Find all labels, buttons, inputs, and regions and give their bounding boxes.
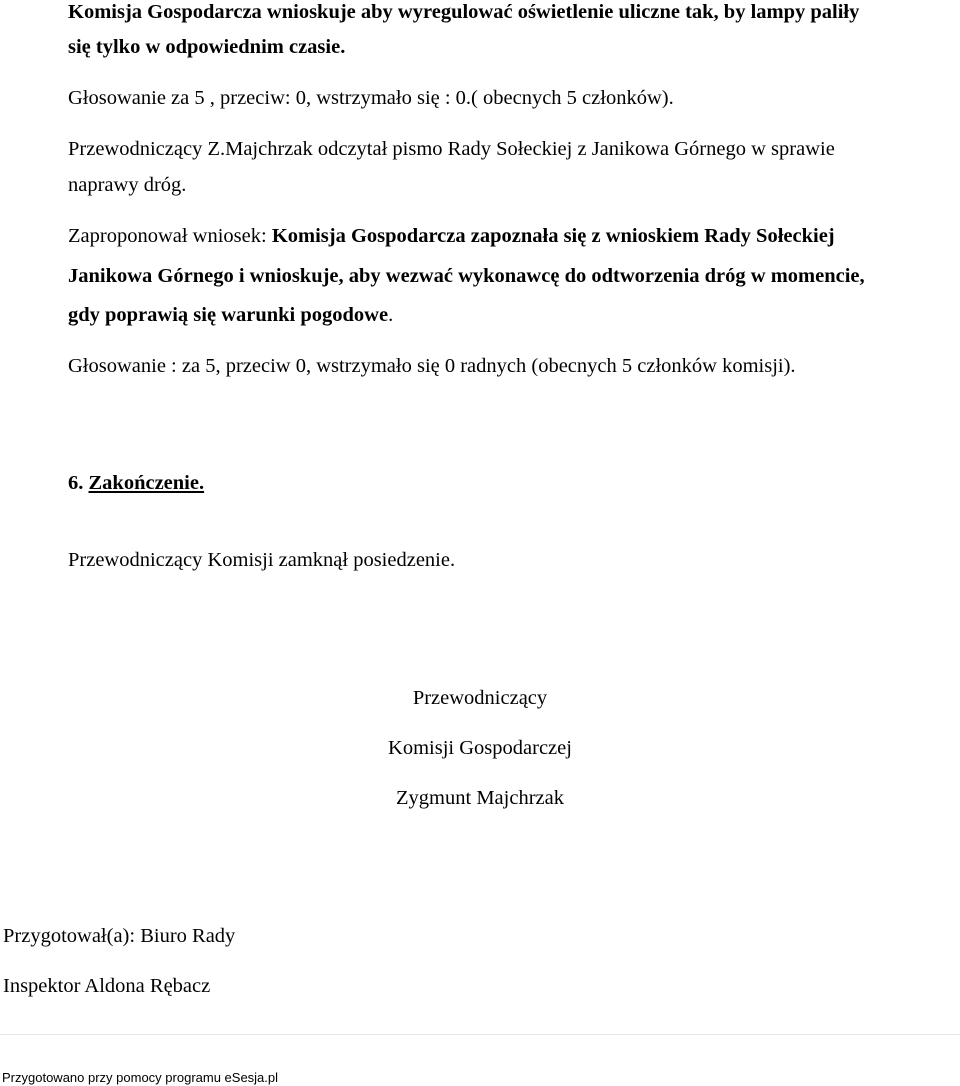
prepared-by-person: Inspektor Aldona Rębacz — [3, 975, 211, 997]
section-title: Zakończenie. — [88, 472, 205, 494]
resolution-line-2: się tylko w odpowiednim czasie. — [68, 36, 346, 58]
closing-statement: Przewodniczący Komisji zamknął posiedzenie. — [68, 549, 456, 571]
motion-line-1 — [68, 226, 835, 247]
prepared-by-office: Przygotował(a): Biuro Rady — [3, 925, 236, 947]
section-heading — [68, 473, 204, 494]
vote-result-1: Głosowanie za 5 , przeciw: 0, wstrzymało się : 0.( obecnych 5 członków). — [68, 87, 674, 109]
letter-paragraph-line-2: naprawy dróg. — [68, 174, 187, 196]
footer-divider — [0, 1034, 960, 1035]
signature-role: Przewodniczący — [412, 687, 548, 709]
footer-note: Przygotowano przy pomocy programu eSesja.pl — [2, 1070, 279, 1085]
motion-period: . — [388, 304, 394, 326]
vote-result-2: Głosowanie : za 5, przeciw 0, wstrzymało się 0 radnych (obecnych 5 członków komisji). — [68, 355, 796, 377]
motion-bold-text: Komisja Gospodarcza zapoznała się z wnioskiem Rady Sołeckiej — [271, 225, 835, 247]
section-number: 6. — [68, 472, 89, 494]
letter-paragraph-line-1: Przewodniczący Z.Majchrzak odczytał pismo Rady Sołeckiej z Janikowa Górnego w sprawie — [68, 138, 835, 160]
motion-line-3 — [68, 305, 393, 326]
signature-committee: Komisji Gospodarczej — [388, 737, 572, 759]
signature-name: Zygmunt Majchrzak — [396, 787, 564, 809]
resolution-line-1: Komisja Gospodarcza wnioskuje aby wyregulować oświetlenie uliczne tak, by lampy paliły — [68, 1, 860, 23]
motion-prefix: Zaproponował wniosek: — [68, 225, 272, 247]
motion-line-2: Janikowa Górnego i wnioskuje, aby wezwać wykonawcę do odtworzenia dróg w momencie, — [68, 265, 865, 287]
motion-bold-end: gdy poprawią się warunki pogodowe — [68, 304, 389, 326]
